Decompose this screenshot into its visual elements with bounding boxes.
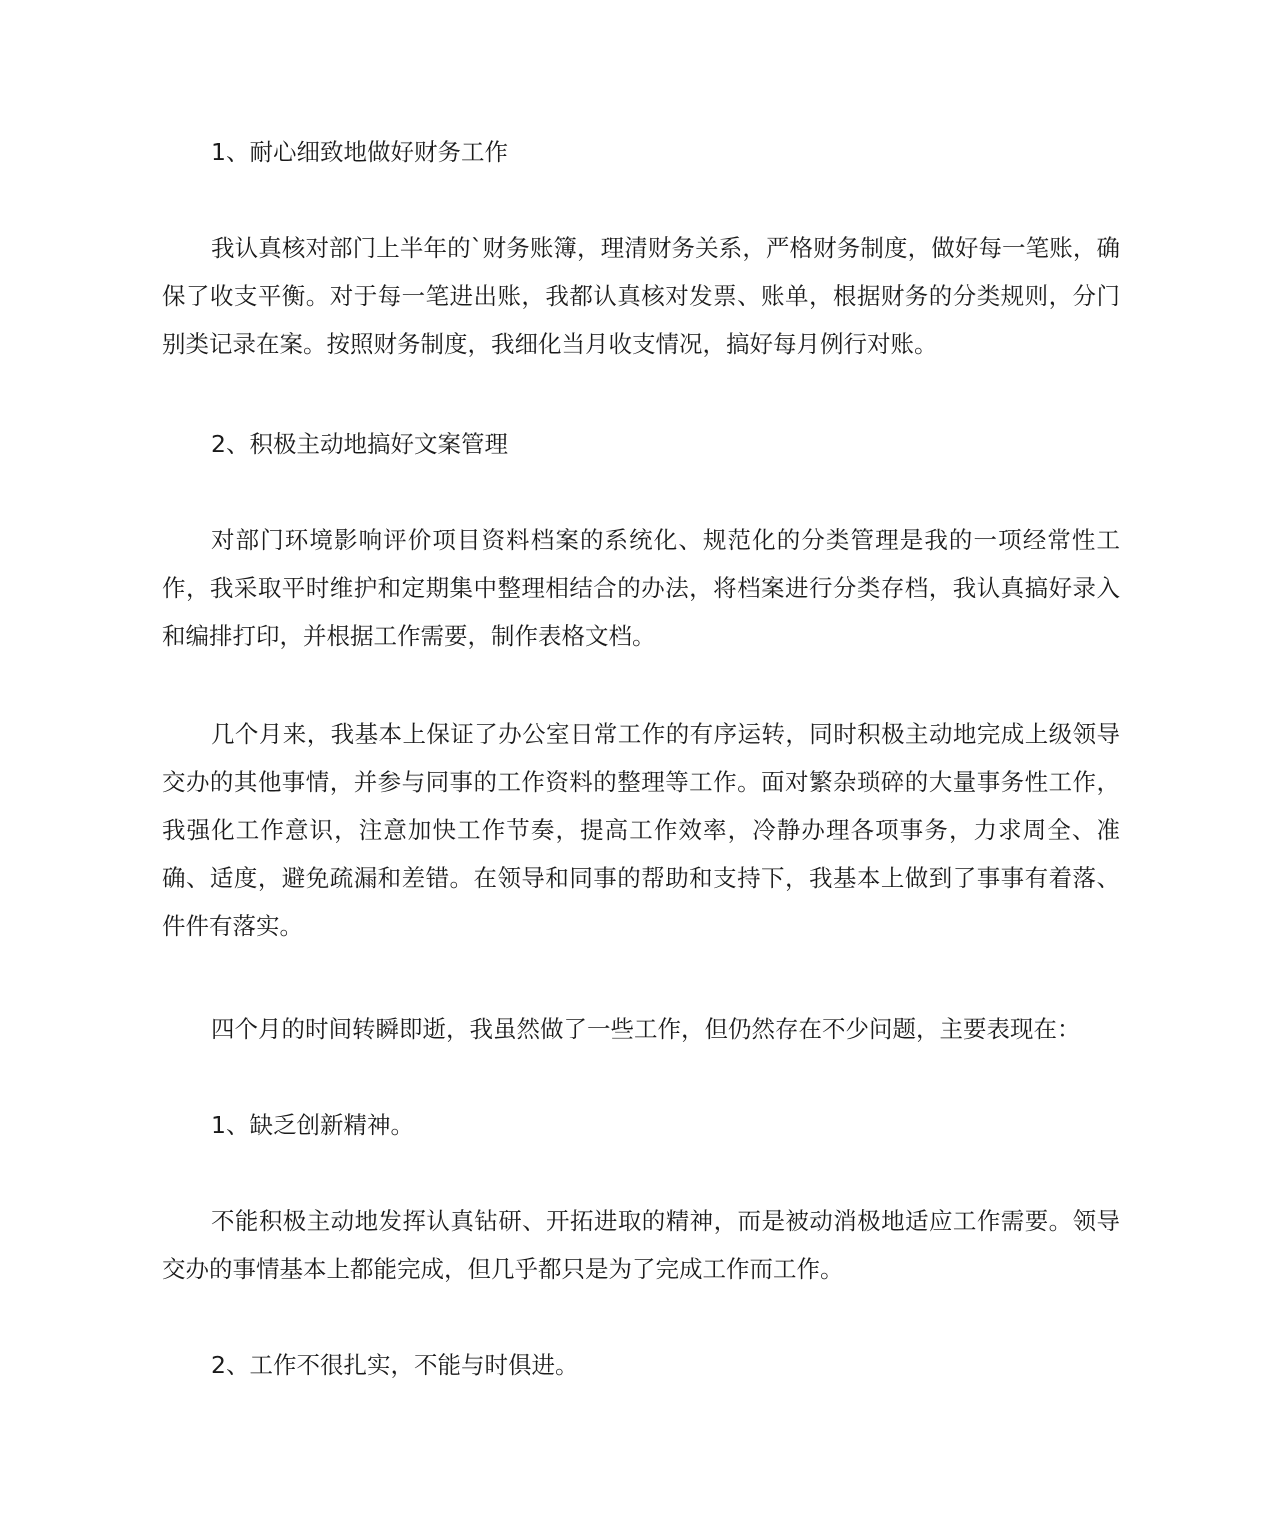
paragraph-archive-management: 对部门环境影响评价项目资料档案的系统化、规范化的分类管理是我的一项经常性工作，我采取平时维护和定期集中整理相结合的办法，将档案进行分类存档，我认真搞好录入和编排打印，并根据工作需要，制作表格文档。 bbox=[162, 526, 1120, 650]
section-heading-document-management: 2、积极主动地搞好文案管理 bbox=[211, 430, 508, 458]
paragraph-problems-intro: 四个月的时间转瞬即逝，我虽然做了一些工作，但仍然存在不少问题，主要表现在： bbox=[211, 1015, 1081, 1043]
problem-heading-innovation: 1、缺乏创新精神。 bbox=[211, 1111, 414, 1139]
paragraph-office-work: 几个月来，我基本上保证了办公室日常工作的有序运转，同时积极主动地完成上级领导交办的其他事情，并参与同事的工作资料的整理等工作。面对繁杂琐碎的大量事务性工作，我强化工作意识，注意加快工作节奏，提高工作效率，冷静办理各项事务，力求周全、准确、适度，避免疏漏和差错。在领导和同事的帮助和支持下，我基本上做到了事事有着落、件件有落实。 bbox=[162, 720, 1120, 940]
paragraph-innovation-detail: 不能积极主动地发挥认真钻研、开拓进取的精神，而是被动消极地适应工作需要。领导交办的事情基本上都能完成，但几乎都只是为了完成工作而工作。 bbox=[162, 1207, 1120, 1283]
problem-heading-solidity: 2、工作不很扎实，不能与时俱进。 bbox=[211, 1351, 579, 1379]
section-heading-finance: 1、耐心细致地做好财务工作 bbox=[211, 138, 508, 166]
paragraph-finance-work: 我认真核对部门上半年的`财务账簿，理清财务关系，严格财务制度，做好每一笔账，确保了收支平衡。对于每一笔进出账，我都认真核对发票、账单，根据财务的分类规则，分门别类记录在案。按照财务制度，我细化当月收支情况，搞好每月例行对账。 bbox=[162, 234, 1120, 358]
